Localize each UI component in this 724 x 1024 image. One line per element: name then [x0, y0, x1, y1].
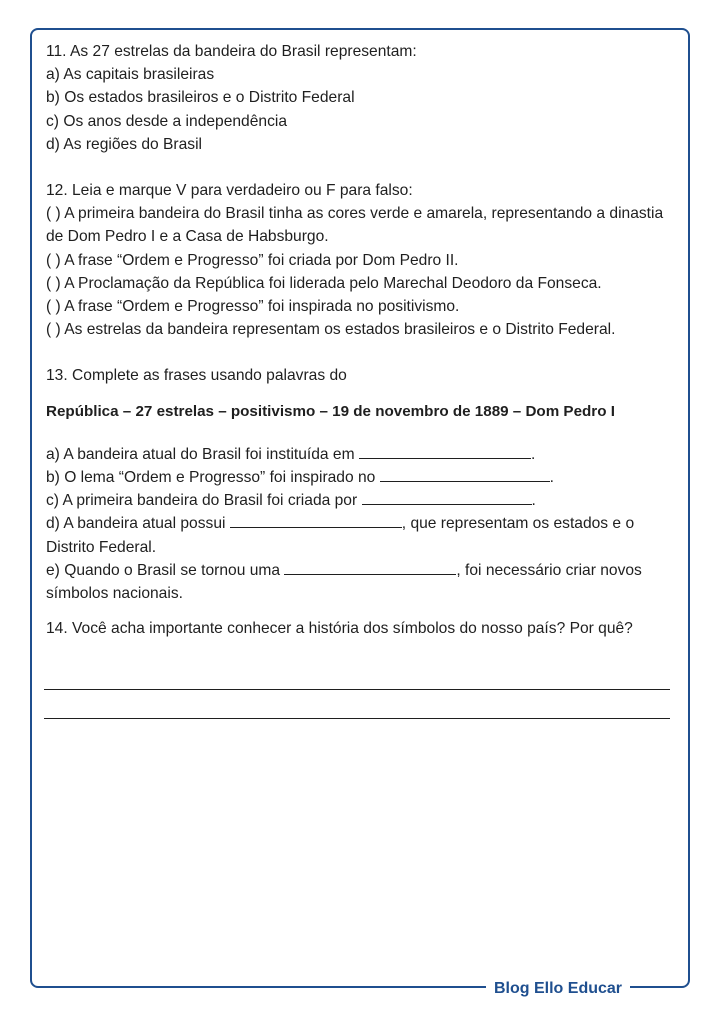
question-13-item-e [46, 559, 646, 605]
question-12 [46, 179, 676, 341]
answer-line-1[interactable] [44, 689, 670, 690]
question-11-option-d: d) As regiões do Brasil [46, 135, 203, 153]
question-11-option-c: c) Os anos desde a independência [46, 112, 288, 130]
question-14 [46, 617, 676, 640]
question-13-item-c [46, 489, 676, 512]
question-13-word-bank: República – 27 estrelas – positivismo – 19 de novembro de 1889 – Dom Pedro I [46, 402, 615, 420]
question-11-option-b: b) Os estados brasileiros e o Distrito Federal [46, 89, 355, 107]
question-13-item-d [46, 512, 672, 558]
item-b-text: b) O lema “Ordem e Progresso” foi inspirado no [46, 469, 380, 487]
worksheet-content [46, 40, 676, 640]
footer-brand: Blog Ello Educar [486, 976, 630, 1002]
question-12-item-2: ( ) A frase “Ordem e Progresso” foi criada por Dom Pedro II. [46, 251, 459, 269]
item-c-text: c) A primeira bandeira do Brasil foi criada por [46, 492, 362, 510]
question-13-title: 13. Complete as frases usando palavras do [46, 367, 347, 385]
item-a-end: . [530, 445, 536, 463]
question-11-title: 11. As 27 estrelas da bandeira do Brasil representam: [46, 43, 417, 60]
question-11-option-a: a) As capitais brasileiras [46, 66, 215, 84]
item-c-end: . [531, 492, 536, 510]
question-14-title: 14. Você acha importante conhecer a história dos símbolos do nosso país? Por quê? [46, 620, 633, 638]
item-a-text: a) A bandeira atual do Brasil foi instituída em [46, 445, 359, 463]
question-12-item-5: ( ) As estrelas da bandeira representam os estados brasileiros e o Distrito Federal. [46, 321, 616, 339]
answer-blank-d[interactable] [230, 513, 402, 528]
question-12-item-4: ( ) A frase “Ordem e Progresso” foi inspirada no positivismo. [46, 298, 460, 316]
question-11 [46, 40, 676, 156]
item-e-text: e) Quando o Brasil se tornou uma [46, 561, 285, 579]
answer-blank-a[interactable] [359, 444, 531, 459]
item-b-end: . [549, 469, 555, 487]
item-e-end: , foi necessário criar novos símbolos nacionais. [46, 561, 642, 603]
answer-blank-b[interactable] [380, 467, 550, 482]
question-13-item-b [46, 466, 676, 489]
item-d-text: d) A bandeira atual possui [46, 515, 230, 533]
question-13-item-a [46, 443, 676, 466]
answer-blank-c[interactable] [362, 490, 532, 505]
item-d-end: , que representam os estados e o Distrito Federal. [46, 515, 635, 556]
answer-blank-e[interactable] [284, 560, 456, 575]
question-12-item-1: ( ) A primeira bandeira do Brasil tinha as cores verde e amarela, representando a dinastia de Dom Pedro I e a Casa de Habsburgo. [46, 205, 664, 246]
question-12-title: 12. Leia e marque V para verdadeiro ou F para falso: [46, 182, 413, 200]
answer-line-2[interactable] [44, 718, 670, 719]
question-13 [46, 364, 676, 605]
question-12-item-3: ( ) A Proclamação da República foi liderada pelo Marechal Deodoro da Fonseca. [46, 274, 602, 292]
